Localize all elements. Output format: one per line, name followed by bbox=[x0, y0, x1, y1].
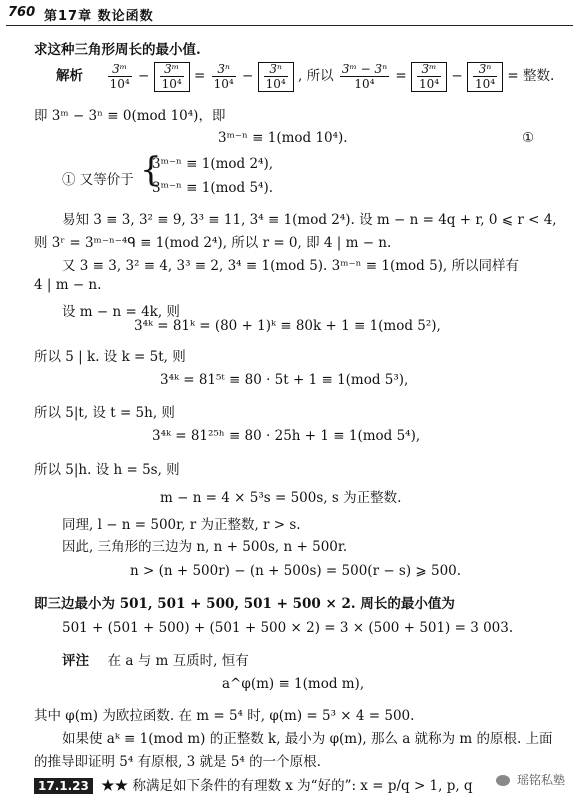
equation-number: ① bbox=[522, 130, 535, 146]
solution-label: 解析 bbox=[56, 68, 83, 84]
text-line: 所以 5|t, 设 t = 5h, 则 bbox=[34, 405, 175, 421]
equation: 3ᵐ⁻ⁿ ≡ 1(mod 10⁴). bbox=[218, 130, 348, 146]
chapter-title: 第17章 数论函数 bbox=[44, 9, 154, 24]
floor-bracket: $\frac{\text{3ᵐ}}{\text{10⁴}}$ bbox=[411, 62, 447, 91]
problem-number-tag: 17.1.23 bbox=[34, 778, 93, 794]
equation: 3⁴ᵏ = 81²⁵ʰ ≡ 80 · 25h + 1 ≡ 1(mod 5⁴), bbox=[152, 428, 421, 444]
text-line: 易知 3 ≡ 3, 3² ≡ 9, 3³ ≡ 11, 3⁴ ≡ 1(mod 2⁴). 设 m − n = 4q + r, 0 ⩽ r < 4, bbox=[62, 212, 557, 228]
text-line: 如果使 aᵏ ≡ 1(mod m) 的正整数 k, 最小为 φ(m), 那么 a 就称为 m 的原根. 上面 bbox=[62, 731, 553, 747]
text-line: 其中 φ(m) 为欧拉函数. 在 m = 5⁴ 时, φ(m) = 5³ × 4 = 500. bbox=[34, 708, 415, 724]
text-line: 即 3ᵐ − 3ⁿ ≡ 0(mod 10⁴)，即 bbox=[34, 108, 226, 124]
text-line: ① 又等价于 bbox=[62, 172, 134, 188]
page-header bbox=[6, 3, 573, 26]
text-line: 则 3ʳ = 3ᵐ⁻ⁿ⁻⁴ᑫ ≡ 1(mod 2⁴), 所以 r = 0, 即 4 | m − n. bbox=[34, 235, 392, 251]
text-line: 所以 5|h. 设 h = 5s, 则 bbox=[34, 462, 180, 478]
equation: m − n = 4 × 5³s = 500s, s 为正整数. bbox=[160, 490, 402, 506]
equation: 3⁴ᵏ = 81ᵏ = (80 + 1)ᵏ ≡ 80k + 1 ≡ 1(mod 5²), bbox=[134, 318, 441, 334]
fraction: $\frac{\text{3ⁿ}}{\text{10⁴}}$ bbox=[213, 62, 234, 91]
floor-bracket: $\frac{\text{3ᵐ}}{\text{10⁴}}$ bbox=[154, 62, 190, 91]
page-number: 760 bbox=[8, 5, 36, 20]
equation: 3⁴ᵏ = 81⁵ᵗ ≡ 80 · 5t + 1 ≡ 1(mod 5³), bbox=[160, 372, 409, 388]
text-line: 同理, l − n = 500r, r 为正整数, r > s. bbox=[62, 517, 301, 533]
floor-bracket: $\frac{\text{3ⁿ}}{\text{10⁴}}$ bbox=[258, 62, 294, 91]
floor-bracket: $\frac{\text{3ⁿ}}{\text{10⁴}}$ bbox=[467, 62, 503, 91]
equation: 501 + (501 + 500) + (501 + 500 × 2) = 3 × (500 + 501) = 3 003. bbox=[62, 620, 514, 636]
fraction: $\frac{\text{3ᵐ − 3ⁿ}}{\text{10⁴}}$ bbox=[341, 62, 388, 91]
chat-bubble-icon bbox=[496, 775, 510, 786]
equation: a^φ(m) ≡ 1(mod m), bbox=[222, 676, 365, 692]
problem-text: 求这种三角形周长的最小值. bbox=[34, 42, 201, 58]
fraction: $\frac{\text{3ᵐ}}{\text{10⁴}}$ bbox=[109, 62, 130, 91]
equation: n > (n + 500r) − (n + 500s) = 500(r − s) ⩾ 500. bbox=[130, 563, 462, 579]
next-problem-line: 17.1.23 ★★ 称满足如下条件的有理数 x 为“好的”: x = p/q > 1, p, q bbox=[34, 774, 473, 794]
left-brace: { bbox=[140, 150, 162, 190]
text-line: 又 3 ≡ 3, 3² ≡ 4, 3³ ≡ 2, 3⁴ ≡ 1(mod 5). 3ᵐ⁻ⁿ ≡ 1(mod 5), 所以同样有 bbox=[62, 258, 520, 274]
remark-label: 评注 bbox=[62, 653, 89, 669]
equation: 3ᵐ⁻ⁿ ≡ 1(mod 5⁴). bbox=[152, 180, 274, 196]
difficulty-stars: ★★ bbox=[101, 778, 129, 794]
remark-line: 评注 在 a 与 m 互质时, 恒有 bbox=[62, 653, 249, 669]
text-line: 的推导即证明 5⁴ 有原根, 3 就是 5⁴ 的一个原根. bbox=[34, 754, 321, 770]
text-line: 即三边最小为 501, 501 + 500, 501 + 500 × 2. 周长的最小值为 bbox=[34, 596, 455, 612]
watermark: 瑶铭私塾 bbox=[490, 769, 571, 790]
equation: 3ᵐ⁻ⁿ ≡ 1(mod 2⁴), bbox=[152, 156, 274, 172]
text-line: 设 m − n = 4k, 则 bbox=[62, 304, 180, 320]
solution-line: 解析 $\frac{\text{3ᵐ}}{\text{10⁴}}$ − $\frac{\text{3ᵐ}}{\text{10⁴}}$ = $\frac{\text{3ⁿ}}{\text{10⁴}}$ − $\frac{\text{3ⁿ}}{\text{10⁴}}$ , 所以 $\frac{\text{3ᵐ − 3ⁿ}}{\text{10⁴}}$ = $\frac{\text{3ᵐ}}{\text{10⁴}}$ − $\frac{\text{3ⁿ}}{\text{10⁴}}$ = 整数. bbox=[56, 62, 555, 91]
text-line: 4 | m − n. bbox=[34, 277, 102, 293]
text-line: 所以 5 | k. 设 k = 5t, 则 bbox=[34, 349, 186, 365]
text-line: 因此, 三角形的三边为 n, n + 500s, n + 500r. bbox=[62, 539, 348, 555]
